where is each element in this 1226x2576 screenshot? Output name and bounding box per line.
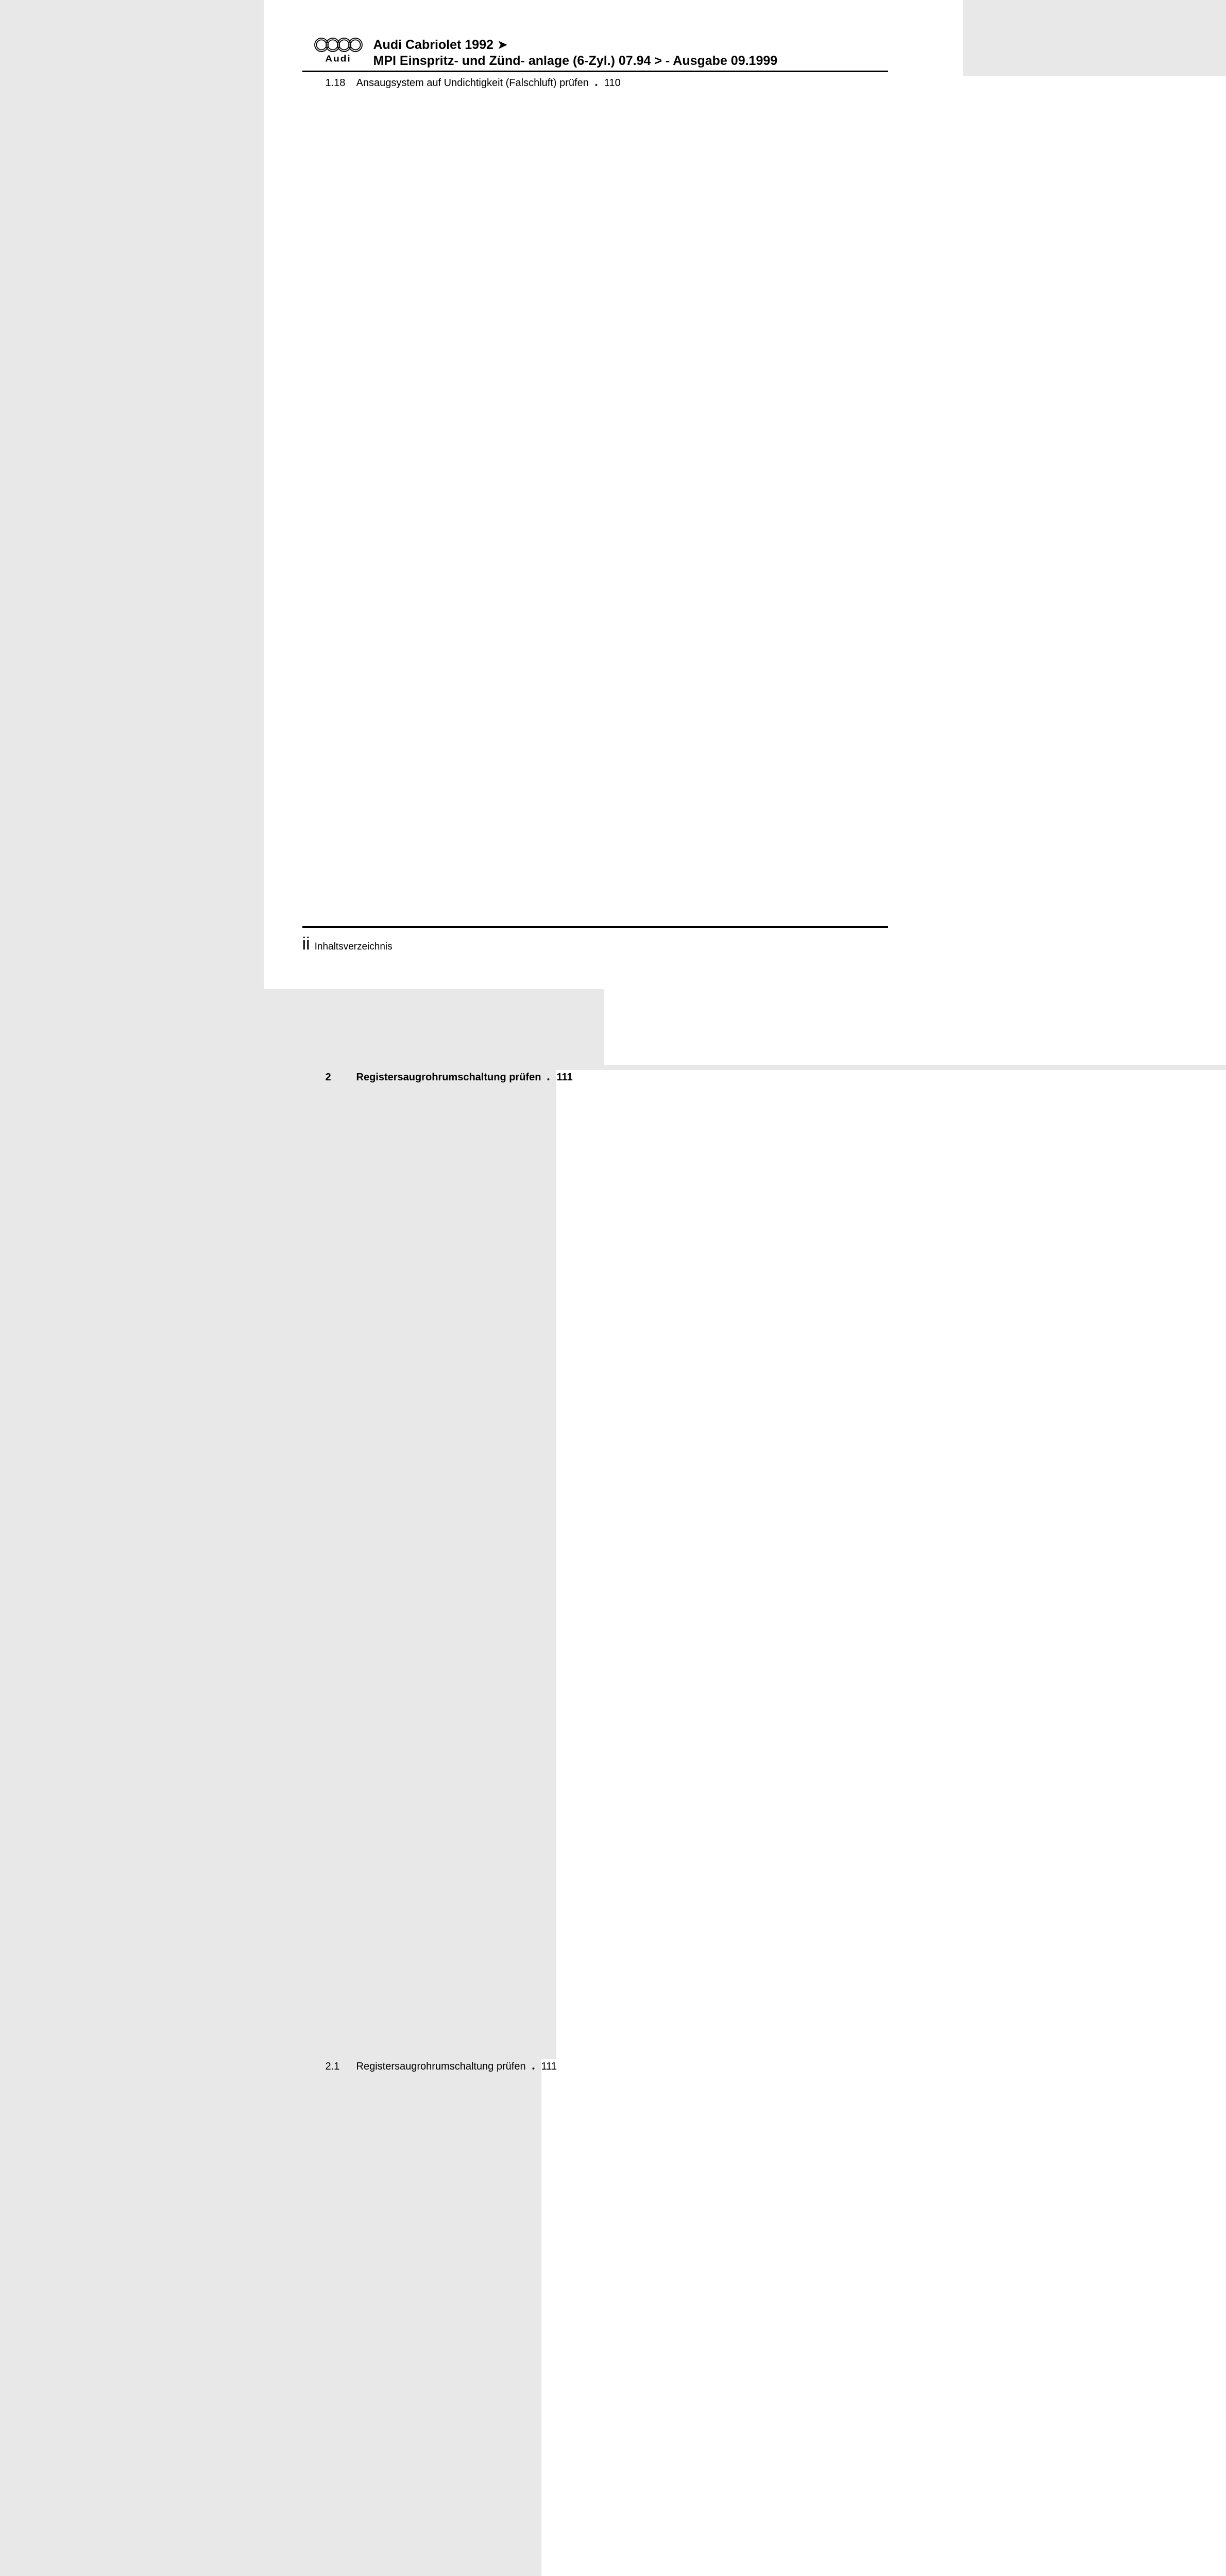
entry-title: Registersaugrohrumschaltung prüfen	[356, 2061, 526, 2072]
audi-logo	[314, 37, 363, 69]
entry-number: 2	[325, 1072, 331, 1083]
entry-page-number: 111	[556, 1070, 1226, 2059]
dot-leader	[592, 84, 603, 86]
header-divider	[302, 71, 888, 72]
entry-title: Registersaugrohrumschaltung prüfen	[356, 1072, 541, 1083]
entry-number: 1.18	[325, 77, 346, 89]
toc-entry	[302, 2059, 888, 2576]
entry-page-number: 111	[541, 2059, 1226, 2576]
page-header	[314, 37, 888, 69]
dot-leader	[544, 1078, 555, 1080]
document-page	[264, 0, 963, 2072]
footer-text-block	[302, 935, 888, 953]
audi-wordmark: Audi	[325, 54, 351, 64]
page-footer	[302, 926, 888, 953]
toc-entry	[302, 1070, 888, 2059]
footer-section-label: Inhaltsverzeichnis	[314, 941, 393, 952]
entry-page-number: 110	[604, 76, 1226, 1065]
audi-rings-icon	[314, 37, 363, 53]
header-title-line1: Audi Cabriolet 1992 ➤	[373, 38, 508, 52]
footer-page-label: ii	[302, 934, 310, 954]
header-title-block	[373, 37, 778, 69]
entry-title: Ansaugsystem auf Undichtigkeit (Falschluft) prüfen	[356, 77, 589, 89]
toc	[302, 76, 888, 2576]
entry-number: 2.1	[325, 2061, 340, 2072]
header-title-line2: MPI Einspritz- und Zünd- anlage (6-Zyl.) 07.94 > - Ausgabe 09.1999	[373, 54, 778, 68]
dot-leader	[530, 2067, 540, 2070]
toc-entry	[302, 76, 888, 1065]
